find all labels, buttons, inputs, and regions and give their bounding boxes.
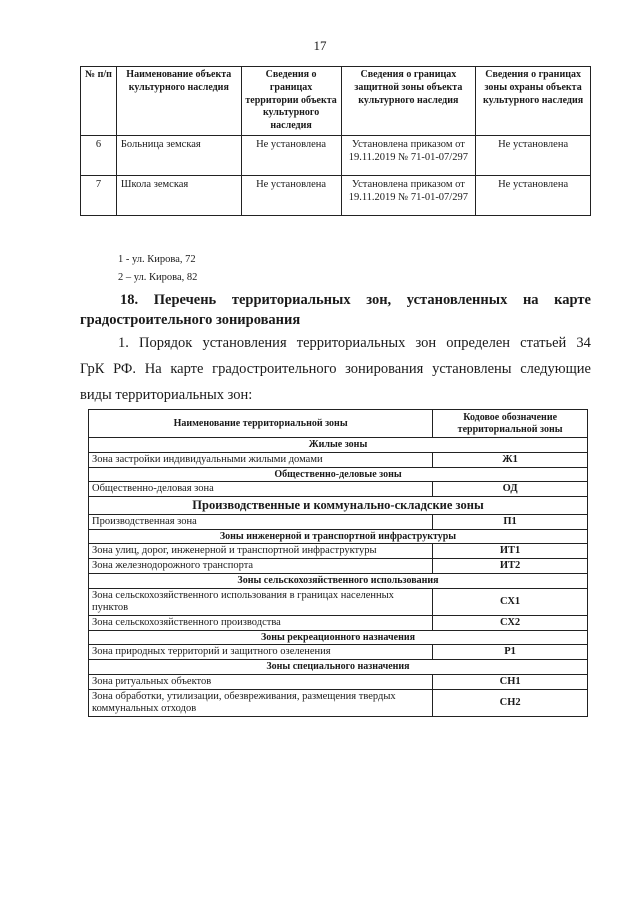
header-zone-code: Кодовое обозначение территориальной зоны	[433, 410, 588, 438]
para-word: определен	[446, 335, 511, 351]
zone-name: Зона застройки индивидуальными жилыми домами	[89, 452, 433, 467]
table-row	[89, 690, 588, 717]
heading-word: зон,	[366, 292, 392, 308]
table-row	[89, 559, 588, 574]
group-row	[89, 574, 588, 589]
footnote-2: 2 – ул. Кирова, 82	[118, 272, 198, 283]
group-row	[89, 467, 588, 482]
group-title: Жилые зоны	[89, 438, 588, 453]
zone-name: Зона сельскохозяйственного использования в границах населенных пунктов	[89, 588, 433, 615]
heritage-table	[80, 66, 591, 216]
zone-code: ИТ2	[433, 559, 588, 574]
heading-word: на	[522, 292, 539, 308]
group-title: Зоны инженерной и транспортной инфраструктуры	[89, 529, 588, 544]
para-word: установлены	[432, 361, 512, 377]
zone-name: Зона сельскохозяйственного производства	[89, 615, 433, 630]
zone-code: Р1	[433, 645, 588, 660]
paragraph	[80, 330, 591, 408]
zone-code: ОД	[433, 482, 588, 497]
table-row	[89, 674, 588, 689]
para-word: карте	[170, 361, 204, 377]
heading-word: 18.	[120, 292, 139, 308]
group-title: Зоны специального назначения	[89, 660, 588, 675]
zone-code: СН2	[433, 690, 588, 717]
heading-line-1	[80, 290, 591, 310]
protective-zone-info: Установлена приказом от 19.11.2019 № 71-01-07/297	[341, 135, 476, 175]
para-word: зон	[415, 335, 437, 351]
territory-info: Не установлена	[241, 135, 341, 175]
zones-table	[88, 409, 588, 717]
table-row	[89, 514, 588, 529]
para-word: зонирования	[345, 361, 424, 377]
heritage-table-header	[81, 67, 591, 136]
group-title: Зоны сельскохозяйственного использования	[89, 574, 588, 589]
paragraph-line-2	[80, 356, 591, 382]
zone-name: Зона ритуальных объектов	[89, 674, 433, 689]
footnote-1: 1 - ул. Кирова, 72	[118, 254, 196, 265]
header-protective-zone: Сведения о границах защитной зоны объекта культурного наследия	[341, 67, 476, 136]
heading-word: территориальных	[231, 292, 351, 308]
header-object-name: Наименование объекта культурного наследия	[116, 67, 241, 136]
object-name: Больница земская	[116, 135, 241, 175]
header-protection-zone: Сведения о границах зоны охраны объекта культурного наследия	[476, 67, 591, 136]
zone-name: Зона улиц, дорог, инженерной и транспортной инфраструктуры	[89, 544, 433, 559]
table-row	[89, 482, 588, 497]
group-title: Общественно-деловые зоны	[89, 467, 588, 482]
header-territory: Сведения о границах территории объекта культурного наследия	[241, 67, 341, 136]
protective-zone-info: Установлена приказом от 19.11.2019 № 71-01-07/297	[341, 175, 476, 215]
para-word: На	[144, 361, 162, 377]
zone-name: Общественно-деловая зона	[89, 482, 433, 497]
object-name: Школа земская	[116, 175, 241, 215]
page-number: 17	[313, 38, 327, 53]
para-word: 1.	[118, 335, 129, 351]
heading-word: Перечень	[153, 292, 217, 308]
para-word: РФ.	[113, 361, 137, 377]
table-row	[89, 452, 588, 467]
group-row	[89, 438, 588, 453]
zones-table-header	[89, 410, 588, 438]
table-row	[89, 588, 588, 615]
zone-code: Ж1	[433, 452, 588, 467]
group-row	[89, 497, 588, 514]
table-row	[89, 544, 588, 559]
territory-info: Не установлена	[241, 175, 341, 215]
zone-name: Производственная зона	[89, 514, 433, 529]
group-row	[89, 660, 588, 675]
para-word: статьей	[520, 335, 567, 351]
para-word: установления	[202, 335, 287, 351]
zone-name: Зона железнодорожного транспорта	[89, 559, 433, 574]
header-number: № п/п	[81, 67, 117, 136]
para-word: градостроительного	[212, 361, 337, 377]
zone-code: ИТ1	[433, 544, 588, 559]
footnotes	[118, 251, 197, 287]
table-row	[89, 645, 588, 660]
para-word: 34	[576, 335, 591, 351]
header-zone-name: Наименование территориальной зоны	[89, 410, 433, 438]
heading-word: карте	[554, 292, 591, 308]
zone-code: СХ1	[433, 588, 588, 615]
para-word: следующие	[520, 361, 591, 377]
zone-code: СХ2	[433, 615, 588, 630]
protection-zone-info: Не установлена	[476, 135, 591, 175]
row-number: 6	[81, 135, 117, 175]
table-row	[81, 135, 591, 175]
paragraph-line-1	[80, 330, 591, 356]
para-word: ГрК	[80, 361, 105, 377]
section-heading	[80, 290, 591, 330]
group-row	[89, 529, 588, 544]
heading-line-2: градостроительного зонирования	[80, 312, 301, 328]
group-row	[89, 630, 588, 645]
zone-code: П1	[433, 514, 588, 529]
group-title: Зоны рекреационного назначения	[89, 630, 588, 645]
para-word: территориальных	[296, 335, 406, 351]
row-number: 7	[81, 175, 117, 215]
heading-word: установленных	[406, 292, 508, 308]
protection-zone-info: Не установлена	[476, 175, 591, 215]
zone-name: Зона природных территорий и защитного озеленения	[89, 645, 433, 660]
group-title: Производственные и коммунально-складские зоны	[89, 497, 588, 514]
zone-name: Зона обработки, утилизации, обезвреживания, размещения твердых коммунальных отходов	[89, 690, 433, 717]
table-row	[81, 175, 591, 215]
zone-code: СН1	[433, 674, 588, 689]
paragraph-line-3: виды территориальных зон:	[80, 387, 253, 403]
para-word: Порядок	[139, 335, 193, 351]
table-row	[89, 615, 588, 630]
